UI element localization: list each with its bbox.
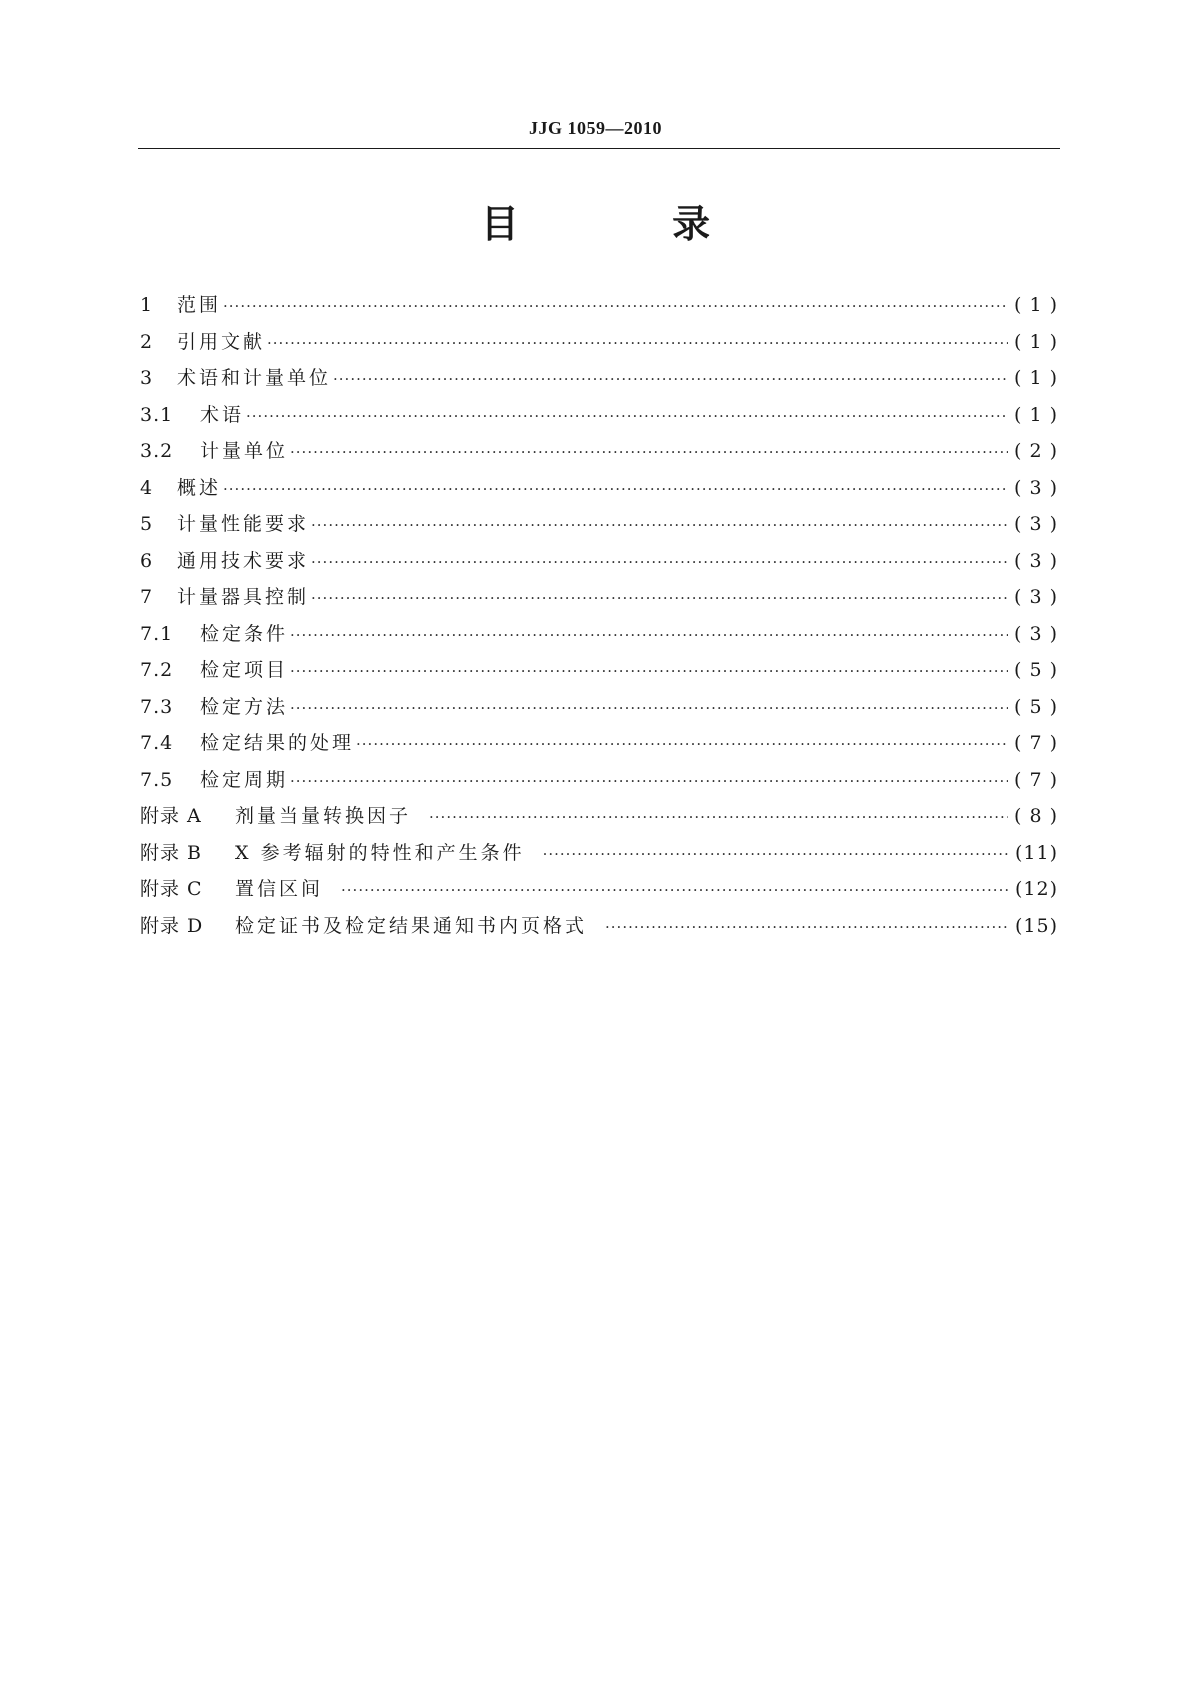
toc-entry[interactable] <box>140 290 1058 327</box>
toc-entry-number: 5 <box>140 513 154 535</box>
toc-entry-label: 计量性能要求 <box>177 513 310 535</box>
toc-entry-number: 7 <box>140 586 154 608</box>
toc-entry-page: (11) <box>1014 841 1058 864</box>
toc-entry-label: 引用文献 <box>177 330 266 353</box>
toc-entry-number: 7.5 <box>140 768 174 791</box>
toc-entry-page: ( 1 ) <box>1014 367 1058 389</box>
toc-entry-page: (15) <box>1014 914 1058 937</box>
toc-entry-label: 检定条件 <box>200 622 289 645</box>
toc-leader-dots <box>311 516 1008 534</box>
toc-entry-number: 附录 C <box>140 878 203 900</box>
toc-leader-dots <box>290 626 1008 644</box>
toc-entry[interactable] <box>140 838 1058 875</box>
toc-leader-dots <box>267 334 1008 352</box>
toc-entry[interactable] <box>140 509 1058 546</box>
toc-entry[interactable] <box>140 400 1058 437</box>
toc-entry-page: ( 1 ) <box>1014 330 1058 353</box>
toc-entry[interactable] <box>140 436 1058 473</box>
toc-entry-number: 附录 B <box>140 841 203 864</box>
toc-entry-page: ( 5 ) <box>1014 695 1058 718</box>
toc-entry-label: 通用技术要求 <box>177 549 310 572</box>
toc-entry-page: ( 1 ) <box>1014 294 1058 316</box>
toc-entry-number: 7.1 <box>140 622 174 645</box>
toc-entry-number: 3.1 <box>140 403 174 426</box>
toc-entry-number: 7.2 <box>140 659 174 681</box>
toc-leader-dots <box>543 845 1008 863</box>
toc-leader-dots <box>290 699 1008 717</box>
toc-entry-page: ( 3 ) <box>1014 513 1058 535</box>
toc-title: 目 录 <box>480 202 781 246</box>
toc-entry[interactable] <box>140 582 1058 619</box>
toc-entry-number: 6 <box>140 549 154 572</box>
toc-entry-label: 检定证书及检定结果通知书内页格式 <box>235 914 588 937</box>
toc-entry[interactable] <box>140 655 1058 692</box>
toc-entry-page: ( 3 ) <box>1014 622 1058 645</box>
toc-entry-number: 1 <box>140 294 154 316</box>
toc-entry-label: 检定结果的处理 <box>200 732 355 754</box>
toc-entry-number: 附录 A <box>140 805 202 827</box>
toc-entry-page: ( 7 ) <box>1014 732 1058 754</box>
toc-leader-dots <box>333 370 1008 388</box>
toc-entry-label: 术语 <box>200 403 245 426</box>
toc-entry[interactable] <box>140 874 1058 911</box>
toc-entry-label: 检定周期 <box>200 768 289 791</box>
toc-leader-dots <box>223 297 1008 315</box>
standard-code: JJG 1059—2010 <box>528 118 662 138</box>
toc-leader-dots <box>290 662 1008 680</box>
toc-entry-label: X 参考辐射的特性和产生条件 <box>235 841 525 864</box>
header-rule <box>138 148 1060 149</box>
toc-entry-page: ( 1 ) <box>1014 403 1058 426</box>
toc-entry-page: ( 7 ) <box>1014 768 1058 791</box>
toc-entry-label: 剂量当量转换因子 <box>235 805 412 827</box>
toc-leader-dots <box>429 808 1008 826</box>
toc-entry-number: 3.2 <box>140 440 174 462</box>
toc-entry-label: 置信区间 <box>235 878 324 900</box>
toc-entry-page: ( 8 ) <box>1014 805 1058 827</box>
toc-leader-dots <box>246 407 1008 425</box>
toc-leader-dots <box>356 735 1008 753</box>
toc-leader-dots <box>341 881 1008 899</box>
toc-entry-page: ( 3 ) <box>1014 586 1058 608</box>
toc-entry[interactable] <box>140 473 1058 510</box>
toc-entry-label: 术语和计量单位 <box>177 367 332 389</box>
toc-entry[interactable] <box>140 728 1058 765</box>
toc-entry-number: 2 <box>140 330 154 353</box>
toc-entry-label: 计量器具控制 <box>177 586 310 608</box>
toc-entry[interactable] <box>140 363 1058 400</box>
toc-entry-page: ( 3 ) <box>1014 476 1058 499</box>
toc-entry-label: 计量单位 <box>200 440 289 462</box>
toc-entry-number: 附录 D <box>140 914 204 937</box>
toc-leader-dots <box>290 443 1008 461</box>
toc-entry-label: 检定方法 <box>200 695 289 718</box>
toc-entry[interactable] <box>140 327 1058 364</box>
toc-entry-label: 检定项目 <box>200 659 289 681</box>
toc-leader-dots <box>605 918 1008 936</box>
toc-entry-page: ( 3 ) <box>1014 549 1058 572</box>
toc-leader-dots <box>223 480 1008 498</box>
toc-entry-page: ( 5 ) <box>1014 659 1058 681</box>
toc-entry-page: (12) <box>1014 878 1058 900</box>
toc-entry-number: 7.4 <box>140 732 174 754</box>
toc-entry-number: 3 <box>140 367 154 389</box>
toc-entry-label: 范围 <box>177 294 222 316</box>
toc-entry-number: 4 <box>140 476 154 499</box>
toc-entry-page: ( 2 ) <box>1014 440 1058 462</box>
toc-entry[interactable] <box>140 801 1058 838</box>
toc-entry[interactable] <box>140 911 1058 948</box>
toc-entry[interactable] <box>140 546 1058 583</box>
toc-entry-label: 概述 <box>177 476 222 499</box>
toc-leader-dots <box>311 589 1008 607</box>
toc-leader-dots <box>290 772 1008 790</box>
toc-list <box>140 290 1058 947</box>
toc-entry[interactable] <box>140 692 1058 729</box>
toc-leader-dots <box>311 553 1008 571</box>
toc-entry[interactable] <box>140 765 1058 802</box>
toc-entry[interactable] <box>140 619 1058 656</box>
toc-entry-number: 7.3 <box>140 695 174 718</box>
